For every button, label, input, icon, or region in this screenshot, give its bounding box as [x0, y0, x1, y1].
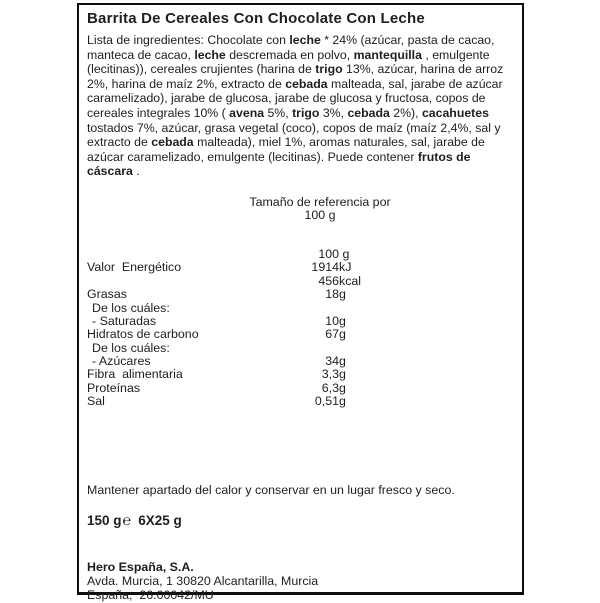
nutrient-value: 6,3 [321, 380, 339, 395]
nutrient-label: De los cuáles: [92, 300, 170, 315]
serving-reference-line1: Tamaño de referencia por [249, 194, 391, 209]
row-fibra [87, 368, 513, 381]
row-proteinas [87, 382, 513, 395]
nutrient-label: Fibra alimentaria [87, 367, 183, 382]
nutrient-label: Proteínas [87, 380, 141, 395]
net-weight-line [87, 513, 513, 529]
nutrition-column-header [87, 248, 513, 261]
nutrient-unit: g [339, 246, 350, 261]
nutrient-unit: g [339, 327, 346, 342]
nutrient-value: 3,3 [321, 367, 339, 382]
manufacturer-name: Hero España, S.A. [87, 559, 194, 574]
product-title: Barrita De Cereales Con Chocolate Con Leche [87, 10, 425, 27]
nutrient-unit: g [339, 367, 346, 382]
manufacturer-address: Avda. Murcia, 1 30820 Alcantarilla, Murcia [87, 574, 319, 589]
nutrient-value: 100 [318, 246, 339, 261]
nutrient-value: 18 [325, 287, 339, 302]
row-saturadas [87, 315, 513, 328]
pack-format: 6X25 g [138, 512, 182, 528]
nutrient-value: 10 [325, 313, 339, 328]
nutrient-label: - Azúcares [92, 354, 151, 369]
manufacturer-info [87, 560, 513, 603]
net-weight: 150 g [87, 512, 122, 528]
row-valor-energetico-kcal [87, 275, 513, 288]
nutrient-label: Hidratos de carbono [87, 327, 199, 342]
nutrient-unit: g [339, 287, 346, 302]
nutrient-label: Valor Energético [87, 260, 182, 275]
row-azucares [87, 355, 513, 368]
nutrition-table [87, 248, 513, 409]
nutrient-label: De los cuáles: [92, 340, 170, 355]
estimated-sign-icon: ℮ [122, 512, 132, 529]
nutrient-unit: g [339, 380, 346, 395]
nutrient-unit: g [339, 394, 346, 409]
nutrient-value: 0,51 [314, 394, 339, 409]
nutrient-label: Sal [87, 394, 105, 409]
nutrient-unit: kJ [339, 260, 352, 275]
row-grasas-subhead [87, 302, 513, 315]
product-label-panel [77, 3, 524, 603]
nutrient-label: Grasas [87, 287, 127, 302]
nutrient-value: 456 [318, 273, 339, 288]
nutrient-unit: g [339, 313, 346, 328]
serving-reference-line2: 100 g [304, 208, 336, 223]
nutrient-label: - Saturadas [92, 313, 157, 328]
row-sal [87, 395, 513, 408]
nutrient-value: 1914 [311, 260, 339, 275]
serving-reference-header [200, 196, 440, 223]
row-valor-energetico [87, 261, 513, 274]
manufacturer-country-reg: España, 26.00042/MU [87, 588, 214, 603]
nutrient-unit: kcal [339, 273, 362, 288]
nutrient-unit: g [339, 354, 346, 369]
storage-instructions: Mantener apartado del calor y conservar en un lugar fresco y seco. [87, 482, 455, 497]
nutrient-value: 67 [325, 327, 339, 342]
nutrient-value: 34 [325, 354, 339, 369]
ingredients-text: Lista de ingredientes: Chocolate con leche * 24% (azúcar, pasta de cacao, manteca de cacao, leche descremada en polvo, mantequilla , emulgente (lecitinas)), cereales crujientes (harina de trigo 13%, azúcar, harina de arroz 2%, harina de maíz 2%, extracto de cebada malteada, sal, jarabe de azúcar caramelizado), jarabe de glucosa, jarabe de glucosa y fructosa, copos de cereales integrales 10% ( avena 5%, trigo 3%, cebada 2%), cacahuetes tostados 7%, azúcar, grasa vegetal (coco), copos de maíz (maíz 2,4%, sal y extracto de cebada malteada), miel 1%, aromas naturales, sal, jarabe de azúcar caramelizado, emulgente (lecitinas). Puede contener frutos de cáscara . [87, 33, 504, 179]
row-hidratos [87, 328, 513, 341]
row-grasas [87, 288, 513, 301]
row-hidratos-subhead [87, 342, 513, 355]
